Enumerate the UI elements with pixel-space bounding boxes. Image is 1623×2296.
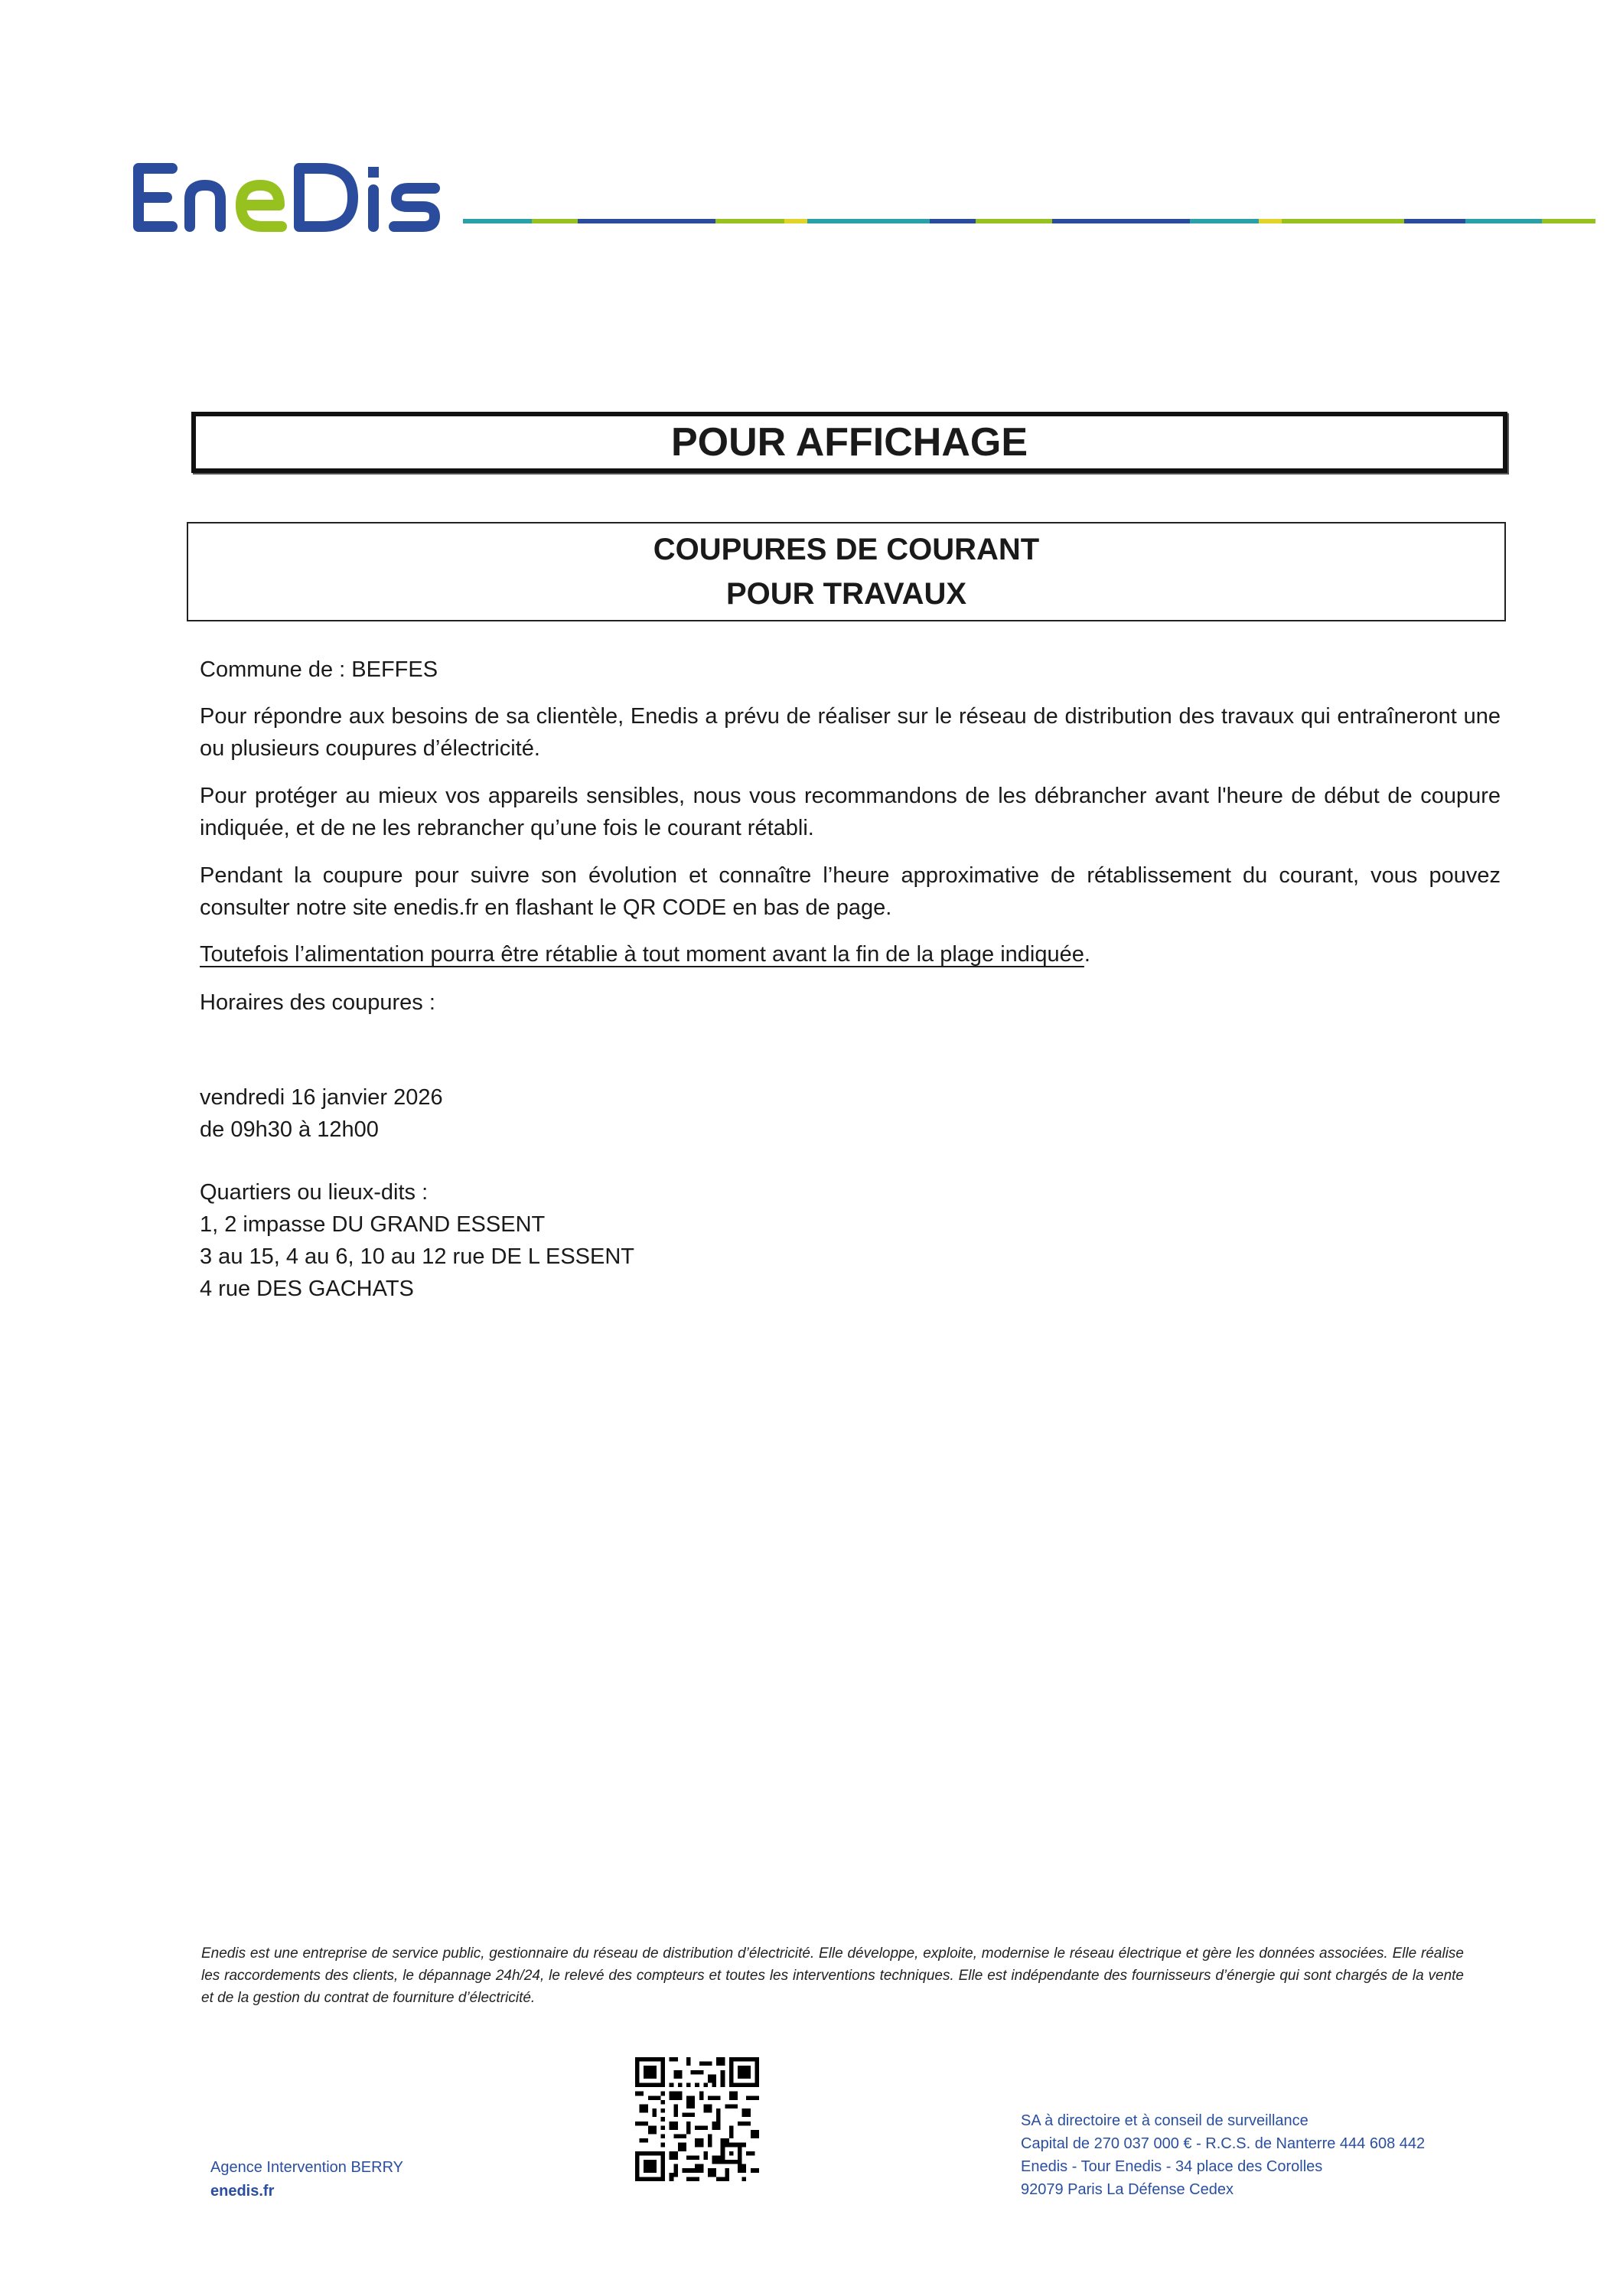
page-title: POUR AFFICHAGE xyxy=(670,420,1028,465)
places-label: Quartiers ou lieux-dits : xyxy=(200,1180,429,1205)
notice-end: . xyxy=(1084,942,1090,967)
notice-underlined: Toutefois l’alimentation pourra être rétablie à tout moment avant la fin de la plage indiquée xyxy=(200,942,1084,967)
notice-line xyxy=(200,938,1501,970)
agency-block xyxy=(210,2156,403,2203)
footer-legal-note: Enedis est une entreprise de service public, gestionnaire du réseau de distribution d’électricité. Elle développe, exploite, modernise le réseau électrique et gère les données associées. Elle réalise les raccordements des clients, le dépannage 24h/24, le relevé des compteurs et toutes les interventions techniques. Elle est indépendante des fournisseurs d’énergie qui sont chargés de la vente et de la gestion du contrat de fourniture d’électricité. xyxy=(201,1945,1464,2006)
schedule-date: vendredi 16 janvier 2026 xyxy=(200,1085,443,1110)
company-line: SA à directoire et à conseil de surveillance xyxy=(1021,2112,1309,2129)
place-item: 3 au 15, 4 au 6, 10 au 12 rue DE L ESSENT xyxy=(200,1244,635,1269)
title-box xyxy=(191,412,1507,473)
enedis-logo xyxy=(125,159,454,236)
paragraph-2: Pour protéger au mieux vos appareils sensibles, nous vous recommandons de les débrancher avant l'heure de début de coupure indiquée, et de ne les rebrancher qu’une fois le courant rétabli. xyxy=(200,784,1501,840)
company-line: Capital de 270 037 000 € - R.C.S. de Nanterre 444 608 442 xyxy=(1021,2135,1426,2152)
place-item: 1, 2 impasse DU GRAND ESSENT xyxy=(200,1212,546,1237)
schedule-time: de 09h30 à 12h00 xyxy=(200,1117,379,1142)
agency-site-link[interactable]: enedis.fr xyxy=(210,2183,275,2200)
company-line: 92079 Paris La Défense Cedex xyxy=(1021,2181,1234,2198)
subtitle-line-2: POUR TRAVAUX xyxy=(725,577,967,611)
paragraph-3: Pendant la coupure pour suivre son évolution et connaître l’heure approximative de rétablissement du courant, vous pouvez consulter notre site enedis.fr en flashant le QR CODE en bas de page. xyxy=(200,863,1501,920)
paragraph-1: Pour répondre aux besoins de sa clientèle, Enedis a prévu de réaliser sur le réseau de distribution des travaux qui entraîneront une ou plusieurs coupures d’électricité. xyxy=(200,704,1501,761)
places-block xyxy=(200,1176,1501,1305)
schedule-label: Horaires des coupures : xyxy=(200,990,435,1015)
header-color-rule xyxy=(463,219,1595,223)
company-line: Enedis - Tour Enedis - 34 place des Corolles xyxy=(1021,2158,1323,2175)
commune-line: Commune de : BEFFES xyxy=(200,657,438,682)
place-item: 4 rue DES GACHATS xyxy=(200,1277,414,1301)
company-info xyxy=(1021,2109,1425,2201)
qr-code[interactable] xyxy=(635,2057,759,2181)
subtitle-box xyxy=(187,522,1506,621)
schedule-block xyxy=(200,1081,1501,1146)
subtitle-line-1: COUPURES DE COURANT xyxy=(653,533,1040,566)
agency-name: Agence Intervention BERRY xyxy=(210,2159,404,2176)
